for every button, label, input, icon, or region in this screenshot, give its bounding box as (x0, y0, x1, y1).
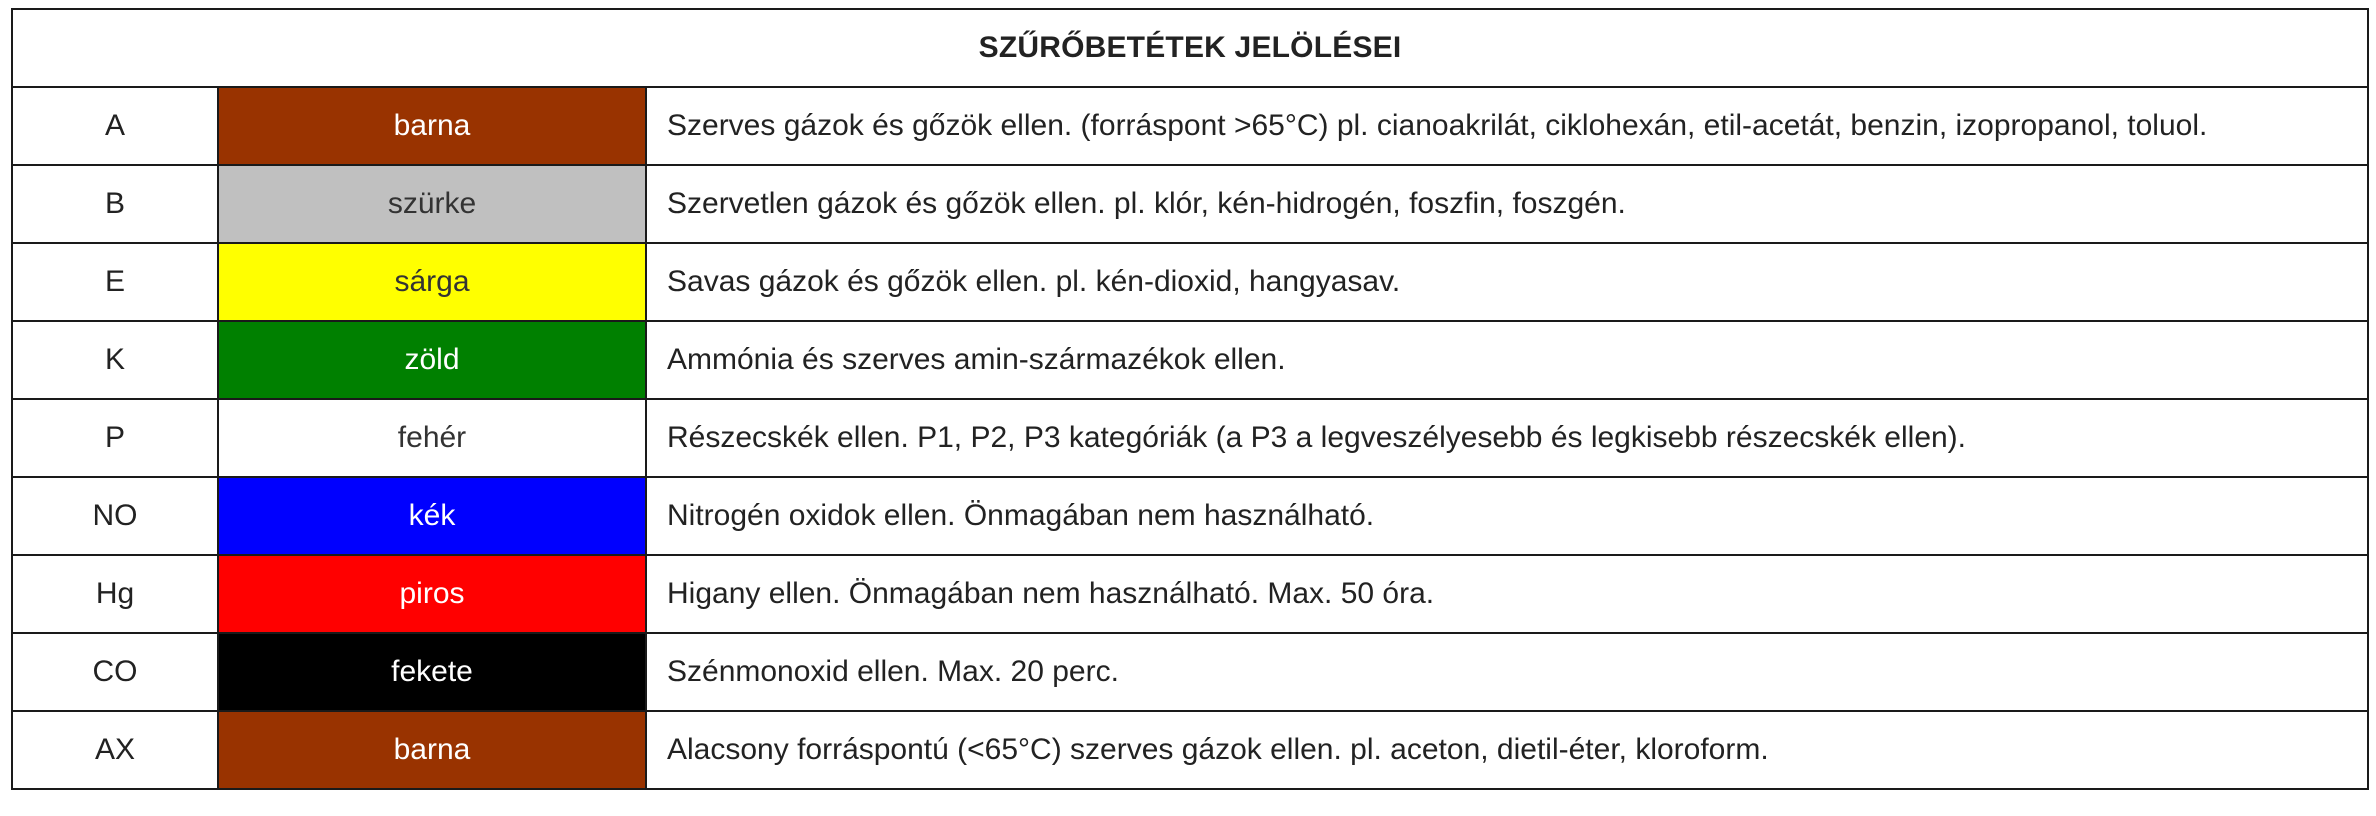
filter-color: zöld (218, 321, 646, 399)
filter-color: fekete (218, 633, 646, 711)
table-title: SZŰRŐBETÉTEK JELÖLÉSEI (12, 9, 2368, 87)
table-body (12, 9, 2368, 789)
filter-code: A (12, 87, 218, 165)
table-row (12, 555, 2368, 633)
table-title-row (12, 9, 2368, 87)
filter-description: Nitrogén oxidok ellen. Önmagában nem használható. (646, 477, 2368, 555)
filter-description: Részecskék ellen. P1, P2, P3 kategóriák (a P3 a legveszélyesebb és legkisebb részecskék ellen). (646, 399, 2368, 477)
table-row (12, 399, 2368, 477)
table-row (12, 243, 2368, 321)
table-row (12, 87, 2368, 165)
filter-code: E (12, 243, 218, 321)
filter-marking-table (11, 8, 2369, 790)
filter-description: Ammónia és szerves amin-származékok ellen. (646, 321, 2368, 399)
filter-color: szürke (218, 165, 646, 243)
filter-description: Szerves gázok és gőzök ellen. (forráspont >65°C) pl. cianoakrilát, ciklohexán, etil-acetát, benzin, izopropanol, toluol. (646, 87, 2368, 165)
filter-description: Szervetlen gázok és gőzök ellen. pl. klór, kén-hidrogén, foszfin, foszgén. (646, 165, 2368, 243)
filter-description: Alacsony forráspontú (<65°C) szerves gázok ellen. pl. aceton, dietil-éter, kloroform. (646, 711, 2368, 789)
filter-description: Szénmonoxid ellen. Max. 20 perc. (646, 633, 2368, 711)
table-row (12, 165, 2368, 243)
table-row (12, 711, 2368, 789)
filter-description: Savas gázok és gőzök ellen. pl. kén-dioxid, hangyasav. (646, 243, 2368, 321)
filter-code: NO (12, 477, 218, 555)
filter-color: piros (218, 555, 646, 633)
filter-color: barna (218, 711, 646, 789)
filter-color: fehér (218, 399, 646, 477)
filter-code: K (12, 321, 218, 399)
filter-code: Hg (12, 555, 218, 633)
table-row (12, 633, 2368, 711)
table-row (12, 477, 2368, 555)
filter-color: sárga (218, 243, 646, 321)
table-row (12, 321, 2368, 399)
filter-color: kék (218, 477, 646, 555)
filter-description: Higany ellen. Önmagában nem használható. Max. 50 óra. (646, 555, 2368, 633)
filter-code: CO (12, 633, 218, 711)
filter-code: B (12, 165, 218, 243)
filter-code: P (12, 399, 218, 477)
filter-code: AX (12, 711, 218, 789)
filter-color: barna (218, 87, 646, 165)
